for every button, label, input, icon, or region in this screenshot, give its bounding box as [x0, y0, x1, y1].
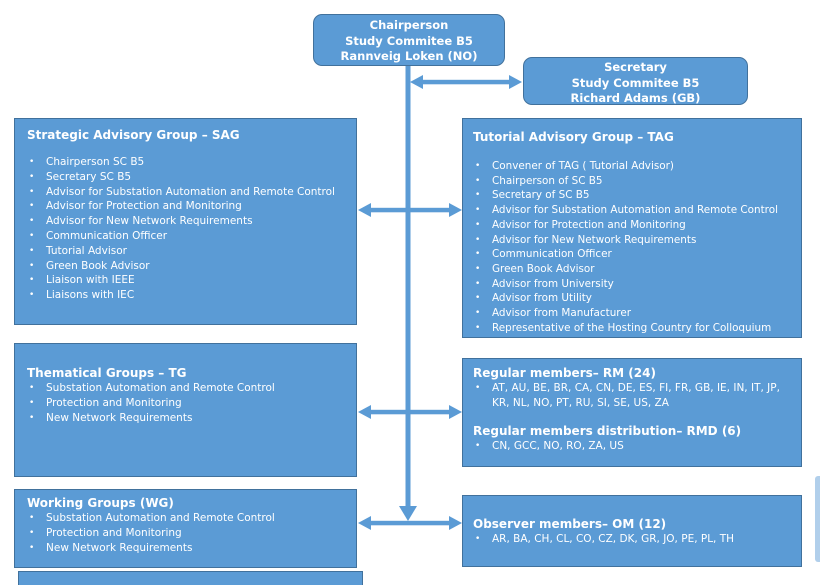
list-item: • Advisor for Substation Automation and Remote Control	[27, 185, 350, 200]
list-item: • Secretary SC B5	[27, 170, 350, 185]
list-item: • Tutorial Advisor	[27, 244, 350, 259]
rm-country-list	[473, 381, 795, 411]
arrow-tg-rm	[358, 405, 462, 419]
partial-box-bottom	[18, 571, 363, 585]
sag-list	[27, 155, 350, 303]
chairperson-name: Rannveig Loken (NO)	[340, 49, 478, 63]
rmd-country-list	[473, 439, 795, 454]
list-item: • Chairperson SC B5	[27, 155, 350, 170]
list-item: • Advisor from Utility	[473, 291, 797, 306]
chairperson-box	[313, 14, 505, 66]
list-item: • Advisor from Manufacturer	[473, 306, 797, 321]
list-item: • Protection and Monitoring	[27, 526, 350, 541]
list-item: • Advisor from University	[473, 277, 797, 292]
list-item: • Liaisons with IEC	[27, 288, 350, 303]
connector-vertical-arrow	[399, 64, 417, 521]
list-item: • Advisor for New Network Requirements	[473, 233, 797, 248]
list-item: • Representative of the Hosting Country for Colloquium	[473, 321, 797, 336]
secretary-committee: Study Commitee B5	[571, 75, 700, 90]
partial-shape-right	[815, 476, 820, 562]
rm-title: Regular members– RM (24)	[473, 366, 656, 380]
om-countries: • AR, BA, CH, CL, CO, CZ, DK, GR, JO, PE, PL, TH	[473, 532, 795, 547]
wg-title: Working Groups (WG)	[27, 496, 174, 510]
list-item: • New Network Requirements	[27, 541, 350, 556]
wg-list	[27, 511, 350, 556]
rmd-title: Regular members distribution– RMD (6)	[473, 424, 742, 438]
secretary-name: Richard Adams (GB)	[570, 91, 701, 105]
secretary-box	[523, 57, 748, 105]
list-item: • Advisor for New Network Requirements	[27, 214, 350, 229]
list-item: • Substation Automation and Remote Control	[27, 381, 350, 396]
list-item: • Advisor for Protection and Monitoring	[473, 218, 797, 233]
rm-box	[462, 358, 802, 467]
chairperson-role: Chairperson	[369, 18, 449, 32]
tg-box	[14, 343, 357, 477]
list-item: • New Network Requirements	[27, 411, 350, 426]
list-item: • Communication Officer	[473, 247, 797, 262]
tg-list	[27, 381, 350, 426]
om-country-list	[473, 532, 795, 547]
secretary-role: Secretary	[604, 60, 667, 74]
list-item: • Liaison with IEEE	[27, 273, 350, 288]
tg-title: Thematical Groups – TG	[27, 366, 187, 380]
rmd-countries: • CN, GCC, NO, RO, ZA, US	[473, 439, 795, 454]
tag-box	[462, 118, 802, 338]
list-item: • Convener of TAG ( Tutorial Advisor)	[473, 159, 797, 174]
list-item: • Advisor for Protection and Monitoring	[27, 199, 350, 214]
om-box	[462, 495, 802, 567]
tag-list	[473, 159, 797, 335]
list-item: • Protection and Monitoring	[27, 396, 350, 411]
arrow-wg-om	[358, 516, 462, 530]
list-item: • Chairperson of SC B5	[473, 174, 797, 189]
arrow-chairperson-secretary	[410, 75, 522, 89]
list-item: • Substation Automation and Remote Control	[27, 511, 350, 526]
arrow-sag-tag	[358, 203, 462, 217]
list-item: • Green Book Advisor	[27, 259, 350, 274]
wg-box	[14, 489, 357, 568]
list-item: • Advisor for Substation Automation and Remote Control	[473, 203, 797, 218]
list-item: • Secretary of SC B5	[473, 188, 797, 203]
sag-title: Strategic Advisory Group – SAG	[27, 128, 240, 142]
rm-countries: • AT, AU, BE, BR, CA, CN, DE, ES, FI, FR, GB, IE, IN, IT, JP, KR, NL, NO, PT, RU, SI, SE, US, ZA	[473, 381, 795, 411]
tag-title: Tutorial Advisory Group – TAG	[473, 130, 674, 144]
chairperson-committee: Study Commitee B5	[345, 33, 473, 48]
list-item: • Green Book Advisor	[473, 262, 797, 277]
om-title: Observer members– OM (12)	[473, 517, 667, 531]
sag-box	[14, 118, 357, 325]
list-item: • Communication Officer	[27, 229, 350, 244]
